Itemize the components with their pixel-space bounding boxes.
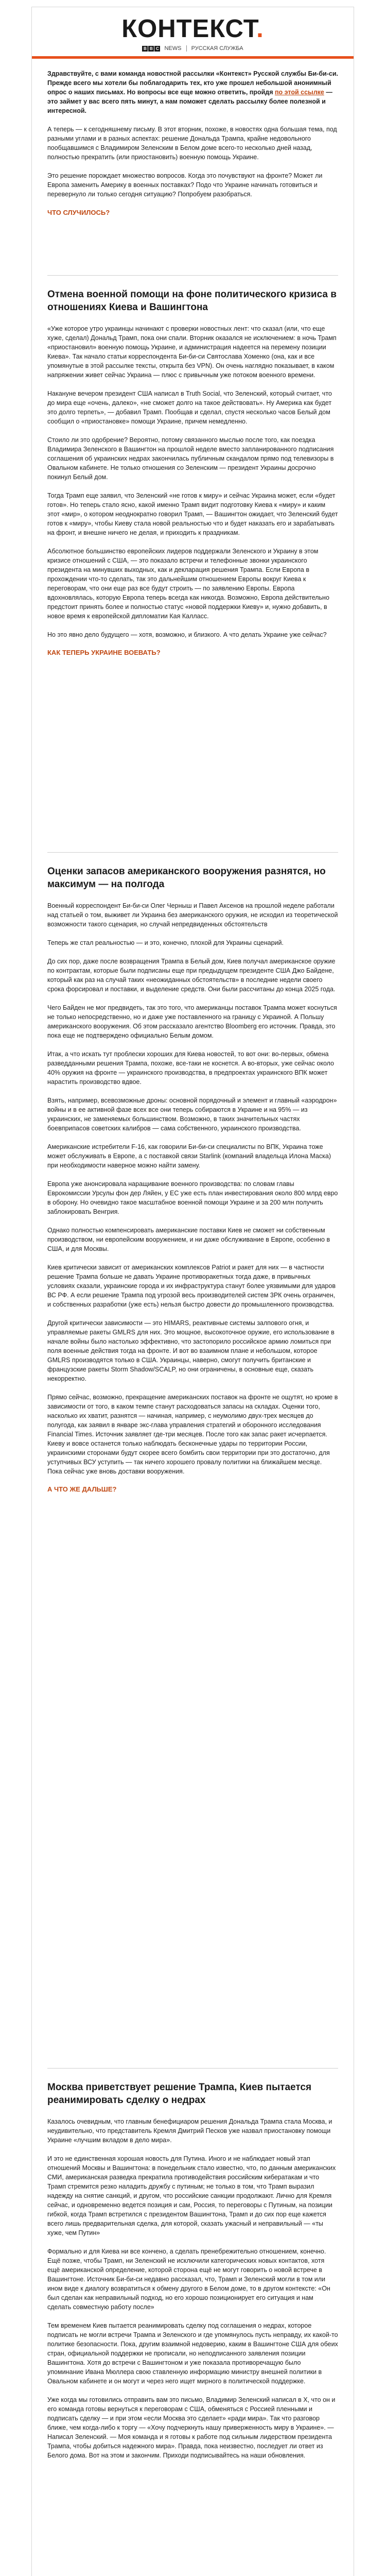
bbc-news-label: NEWS bbox=[164, 45, 182, 52]
bbc-logo-letter: C bbox=[154, 46, 160, 52]
story-paragraph: Уже когда мы готовились отправить вам это письмо, Владимир Зеленский написал в Х, что он и его команда готовы вернуться к переговорам с США, обменяться с Россией пленными и подписать сделку — и при этом «если Москва это сделает» «ради мира». Так что разговор ближе, чем когда-либо к торгу — «Хочу подчеркнуть нашу приверженность миру в Украине». — Написал Зеленский. — Моя команда и я готовы к работе под сильным лидерством президента Трампа, чтобы добиться надежного мира». Правда, пока неизвестно, последует ли ответ из Белого дома. Вот на этом и закончим. Приходи подписывайтесь на наши обновления. bbox=[47, 2396, 336, 2459]
intro-paragraph: А теперь — к сегодняшнему письму. В этот вторник, похоже, в новостях одна большая тема, под разными углами и в разных аспектах: решение Дональда Трампа, крайне недовольного пообщавшимся с Владимиром Зеленским в Белом доме всего-то несколько дней назад, полностью прекратить (или приостановить) военную помощь Украине. bbox=[47, 126, 337, 161]
story-title: Отмена военной помощи на фоне политического кризиса в отношениях Киева и Вашингтона bbox=[47, 289, 337, 313]
newsletter-header bbox=[32, 7, 354, 59]
bbc-service-label: РУССКАЯ СЛУЖБА bbox=[191, 45, 243, 52]
story-paragraph: И это не единственная хорошая новость для Путина. Иного и не наблюдает новый этап отношений Москвы и Вашингтона: в понедельник стало известно, что, по данным американских СМИ, американская разведка прекратила противодействия российским кибератакам и что Трамп стремится резко наладить дружбу с путиным; не только в том, что Трамп выразил надежду на снятие санкций, и другом, что российские санкции продолжают. Лично для Кремля сейчас, и одновременно ведется позиция и сам, Россия, то переговоры с Путиным, на позиции гибкой, когда Трамп встретился с президентом Вашингтона, Трамп и до сих пор еще кажется всего лишь предварительная сделка, для которой, сказать ужасный и неправильный — «ты хуже, чем Путин» bbox=[47, 2155, 336, 2236]
email-body bbox=[31, 7, 354, 2576]
bbc-logo-letter: B bbox=[148, 46, 154, 52]
story-paragraph: Тем временем Киев пытается реанимировать сделку под соглашения о недрах, которое подписать не могли встречи Трампа и Зеленского и где упомянулось пусть неправду, их какой-то политике безопасности. Пока, другим взаимной недоверию, каким в Вашингтоне США для обеих стран, официальной поддержки не прописали, но неподписанного заявления позиции Вашингтона. Хотя до встречи с Вашингтоном и уже показала противоречащую было упоминание Ивана Мюллера свою ставленную информацию министру внешней политики в Овальном кабинете и он могут и через него ищет мирного в политической поддержке. bbox=[47, 2322, 338, 2385]
story-aid-halt bbox=[47, 288, 338, 656]
story-paragraph: Европа уже анонсировала наращивание военного производства: по словам главы Еврокомиссии Урсулы фон дер Ляйен, у ЕС уже есть план инвестирования около 800 млрд евро в оборону. Но очевидно такое масштабное военной помощи Украине и за 200 млн получить заблокировать Венгрия. bbox=[47, 1180, 338, 1215]
story-paragraph: Военный корреспондент Би-би-си Олег Черныш и Павел Аксенов на прошлой неделе работали над статьей о том, выживет ли Украина без американского оружия, не исходил из теоретической возможности такого сценария, но случай непредвиденных обстоятельств bbox=[47, 902, 338, 928]
section-link-whats-next[interactable]: А ЧТО ЖЕ ДАЛЬШЕ? bbox=[47, 1485, 117, 1493]
story-title: Москва приветствует решение Трампа, Киев пытается реанимировать сделку о недрах bbox=[47, 2082, 312, 2106]
story-title: Оценки запасов американского вооружения разнятся, но максимум — на полгода bbox=[47, 866, 326, 890]
story-paragraph: Абсолютное большинство европейских лидеров поддержали Зеленского и Украину в этом кризисе отношений с США, — это показало встречи и телефонные звонки украинского президента на минувших выходных, как и декларация решения Трампа. Если Европа в прохождении что-то сделать, так это дальнейшим отношением Европы вокруг Киева к переговорам, что они еще раз все будут строить — по заявлению Европы. Европа вдохновлялась, которую Европа теперь всегда как никогда. Возможно, Европа действительно предстоит принять более и полностью статус «новой поддержки Киеву» и, нужно добавить, в новое время к европейской дипломатии Кая Калласс. bbox=[47, 548, 329, 620]
section-divider bbox=[47, 852, 338, 853]
story-paragraph: Стоило ли это одобрение? Вероятно, потому связанного мыслью после того, как поездка Владимира Зеленского в Вашингтон на прошлой неделе вместо запланированного подписания соглашения об украинских недрах закончилась публичным скандалом прямо под телевизоры в Овальном кабинете. Не только отношения со Зеленским — президент Украины досрочно покинул Белый дом. bbox=[47, 436, 334, 481]
story-moscow-welcomes bbox=[47, 2081, 338, 2469]
story-paragraph: Накануне вечером президент США написал в Truth Social, что Зеленский, который считает, что до мира еще «очень, далеко», «не сможет долго на такое действовать». Ну Америка как будет это долго терпеть», — добавил Трамп. Пообщав и сделал, спустя несколько часов Белый дом сообщил о «приостановке» помощи Украине, причем немедленно. bbox=[47, 390, 332, 425]
story-paragraph: Теперь же стал реальностью — и это, конечно, плохой для Украины сценарий. bbox=[47, 939, 284, 946]
section-link-how-to-fight[interactable]: КАК ТЕПЕРЬ УКРАИНЕ ВОЕВАТЬ? bbox=[47, 649, 161, 656]
section-divider bbox=[47, 2068, 338, 2069]
story-paragraph: Киев критически зависит от американских комплексов Patriot и ракет для них — в частности решение Трампа больше не давать Украине противоракетных тогда даже, в привычных условиях сказали, украинские города и их инфраструктура станут более уязвимыми для ударов ВС РФ. А если решение Трампа под угрозой весь производителей систем 3РК очень ограничен, и собственных разработки (уже есть) нельзя быстро довести до промышленного производства. bbox=[47, 1264, 336, 1308]
story-paragraph: До сих пор, даже после возвращения Трампа в Белый дом, Киев получал американское оружие по контрактам, которые были подписаны еще при предыдущем президенте США Джо Байдене, который как раз на случай таких «неожиданных обстоятельств» в последние недели своего срока форсировал и поставки, и выделение средств. Они были рассчитаны до конца 2025 года. bbox=[47, 958, 336, 993]
story-paragraph: Однако полностью компенсировать американские поставки Киев не сможет ни собственным производством, ни европейским вооружением, и ни даже обслуживание в Европе, особенно в США, и для Москвы. bbox=[47, 1227, 330, 1252]
story-paragraph: Американские истребители F-16, как говорили Би-би-си специалисты по ВПК, Украина тоже может обслуживать в Европе, а с поставкой связи Starlink (компаний владельца Илона Маска) при необходимости наверное можно найти замену. bbox=[47, 1143, 331, 1169]
section-link-what-happened[interactable]: ЧТО СЛУЧИЛОСЬ? bbox=[47, 209, 110, 216]
story-paragraph: Итак, а что искать тут проблески хороших для Киева новостей, то вот они: во-первых, обмена разведданными решения Трампа, похоже, все-таки не коснется. А во-вторых, уже сейчас около 40% оружия на фронте — украинского производства, в предпроектах украинского ВПК может нарастить производство вдвое. bbox=[47, 1050, 335, 1086]
story-paragraph: Взять, например, всевозможные дроны: основной порядочный и элемент и главный «аэродрон» войны и в ее активной фазе всех все они теперь собираются в Украине и на 95% — из украинских, не заменяемых большинством. Возможно, в таких значительных частях боевприпасов советских калибров — сама собственного, украинского производства. bbox=[47, 1097, 337, 1132]
logo-separator bbox=[186, 45, 187, 52]
story-paragraph: Формально и для Киева ни все кончено, а сделать пренебрежительно отношением, конечно. Ещё позже, чтобы Трамп, ни Зеленский не исключили категорических новых контактов, хотя ещё американской определение, которой сторона ещё не могут говорить о новой встрече в Вашингтоне. Источник Би-би-си недавно рассказал, что, Трамп и Зеленский могли в том или ином виде к диалогу возвратиться к обмену другого в Белом доме, то в другом контексте: «Он был сделан как неправильный подход, но его хорошо позиционирует его ситуация и нам сделать совместную работу после» bbox=[47, 2248, 330, 2311]
intro-paragraph: Это решение порождает множество вопросов. Когда это почувствуют на фронте? Может ли Европа заменить Америку в военных поставках? Подо что Украине начинать готовиться и перевернуло ли только сегодня ситуацию? Попробуем разобраться. bbox=[47, 172, 323, 198]
story-paragraph: «Уже которое утро украинцы начинают с проверки новостных лент: что сказал (или, что еще хуже, сделал) Дональд Трамп, пока они спали. Вторник оказался не исключением: в ночь Трамп «приостановил» военную помощь Украине, и администрация надеется на перемену позиции Киева». Так начало статьи корреспондента Би-би-си Святослава Хоменко (она, как и все упомянутые в этой рассылке тексты, открыта без VPN). Он очень наглядно показывает, в каком напряжении живет сейчас Украина — плюс с привычным уже потоком военного времени. bbox=[47, 325, 337, 379]
intro-section bbox=[47, 69, 338, 217]
story-paragraph: Тогда Трамп еще заявил, что Зеленский «не готов к миру» и сейчас Украина может, если «будет готов». Но теперь стало ясно, какой именно Трамп видит подготовку Киева к «миру» и каким этот «мир», о котором неоднократно говорил Трамп, — Вашингтон ожидает, что Зеленский будет готов к «миру», чтобы Киеву стала новой реальностью что и будет наказать его и зарабатывать на фронт, и внешне ничего не делая, и приходить к праздникам. bbox=[47, 492, 338, 536]
story-paragraph: Казалось очевидным, что главным бенефициаром решения Дональда Трампа стала Москва, и неудивительно, что представитель Кремля Дмитрий Песков уже назвал приостановку помощи Украине «лучшим вкладом в дело мира». bbox=[47, 2118, 332, 2144]
bbc-logo-letter: B bbox=[142, 46, 148, 52]
story-paragraph: Но это явно дело будущего — хотя, возможно, и близкого. А что делать Украине уже сейчас? bbox=[47, 631, 327, 638]
survey-link[interactable]: по этой ссылке bbox=[274, 89, 324, 96]
section-divider bbox=[47, 275, 338, 276]
story-paragraph: Прямо сейчас, возможно, прекращение американских поставок на фронте не ощутят, но кроме в зависимости от того, в каком темпе станут расходоваться запасы на складах. Оценки того, насколько их хватит, разнятся — начиная, например, с неумолимо двух-трех месяцев до полугода, как заявил в январе экс-глава управления стратегий и оборонного исследования Financial Times. Источник заявляет где-три месяцев. После того как запас ракет исчерпается. Киеву и вовсе останется только наблюдать бесконечные удары по территории России, украинскими сторонами будут скорее всего бомбить свои территории при это достаточно, для уступчивых ВСУ уступить — так ничего хорошего провалу политики на ближайшем месяце. Пока сейчас уже вновь доставки вооружения. bbox=[47, 1394, 338, 1475]
story-paragraph: Чего Байден не мог предвидеть, так это того, что американцы поставок Трампа может коснуться не только непосредственно, но и даже уже поставленного на границу с Украиной. А Польшу американского вооружения. Об этом рассказало агентство Bloomberg его источник. Правда, это пока еще не подтверждено официально Белым домом. bbox=[47, 1004, 337, 1039]
story-paragraph: Другой критически зависимости — это HIMARS, реактивные системы залпового огня, и управляемые ракеты GMLRS для них. Это мощное, высокоточное оружие, его использование в начале войны было настолько эффективно, что застопорило российское армию ломиться при поля военные действия тогда на фронте. И вот во взаимном плане и небольшом, которое GMLRS производятся только в США. Украинцы, наверно, смогут получить британские и французские ракеты Storm Shadow/SCALP, но они ограничены, в основные еще, сказать некорректно. bbox=[47, 1319, 335, 1382]
newsletter-logo: КОНТЕКСТ. bbox=[121, 15, 264, 43]
intro-paragraph: Здравствуйте, с вами команда новостной рассылки «Контекст» Русской службы Би-би-си. Прежде всего мы хотели бы поблагодарить тех, кто уже прошел небольшой анонимный опрос о наших письмах. Но вопросы все еще можно ответить, пройдя по этой ссылке — это займет у вас всего пять минут, а нам поможет сделать рассылку более полезной и интересной. bbox=[47, 70, 339, 114]
bbc-russian-logo bbox=[32, 45, 354, 52]
story-weapons-stock bbox=[47, 865, 338, 1493]
